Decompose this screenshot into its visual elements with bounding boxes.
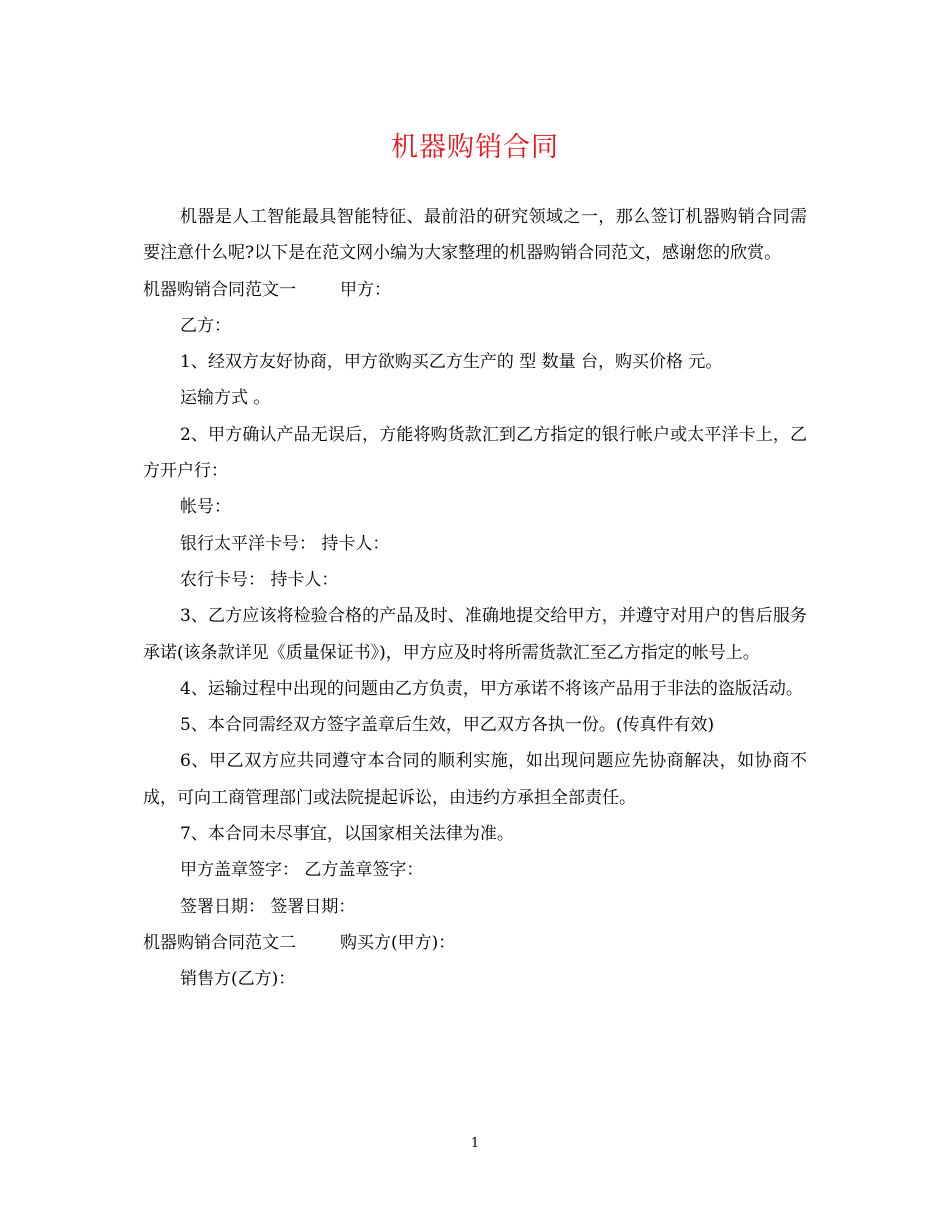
clause-7: 7、本合同未尽事宜，以国家相关法律为准。 <box>180 824 514 845</box>
clause-3: 3、乙方应该将检验合格的产品及时、准确地提交给甲方，并遵守对用户的售后服务承诺(该条款详见《质量保证书》)，甲方应及时将所需货款汇至乙方指定的帐号上。 <box>143 606 807 663</box>
sample2-heading-line <box>143 925 807 961</box>
signature-line: 甲方盖章签字： 乙方盖章签字： <box>180 860 424 881</box>
clause-1: 1、经双方友好协商，甲方欲购买乙方生产的 型 数量 台，购买价格 元。 <box>180 352 723 373</box>
clause-6: 6、甲乙双方应共同遵守本合同的顺利实施，如出现问题应先协商解决，如协商不成，可向工商管理部门或法院提起诉讼，由违约方承担全部责任。 <box>143 751 807 808</box>
transport-method: 运输方式 。 <box>180 388 271 409</box>
document-title: 机器购销合同 <box>391 132 559 163</box>
pacific-card-number: 银行太平洋卡号： 持卡人： <box>180 533 390 554</box>
sample1-heading: 机器购销合同范文一 <box>143 279 296 300</box>
clause-2: 2、甲方确认产品无误后，方能将购货款汇到乙方指定的银行帐户或太平洋卡上，乙方开户行： <box>143 424 807 482</box>
document-body <box>143 199 807 998</box>
party-a-label: 甲方： <box>340 279 391 300</box>
sample1-heading-line <box>143 272 807 308</box>
account-number: 帐号： <box>180 497 231 518</box>
buyer-label: 购买方(甲方)： <box>340 932 456 953</box>
intro-paragraph: 机器是人工智能最具智能特征、最前沿的研究领域之一，那么签订机器购销合同需要注意什么呢?以下是在范文网小编为大家整理的机器购销合同范文，感谢您的欣赏。 <box>143 207 807 264</box>
clause-4: 4、运输过程中出现的问题由乙方负责，甲方承诺不将该产品用于非法的盗版活动。 <box>180 678 803 699</box>
page-number: 1 <box>470 1136 480 1151</box>
abc-card-number: 农行卡号： 持卡人： <box>180 569 339 590</box>
clause-5: 5、本合同需经双方签字盖章后生效，甲乙双方各执一份。(传真件有效) <box>180 715 715 736</box>
sign-date-line: 签署日期： 签署日期： <box>180 896 356 917</box>
sample2-heading: 机器购销合同范文二 <box>143 932 296 953</box>
seller-label: 销售方(乙方)： <box>180 969 296 990</box>
party-b-label: 乙方： <box>180 315 231 336</box>
